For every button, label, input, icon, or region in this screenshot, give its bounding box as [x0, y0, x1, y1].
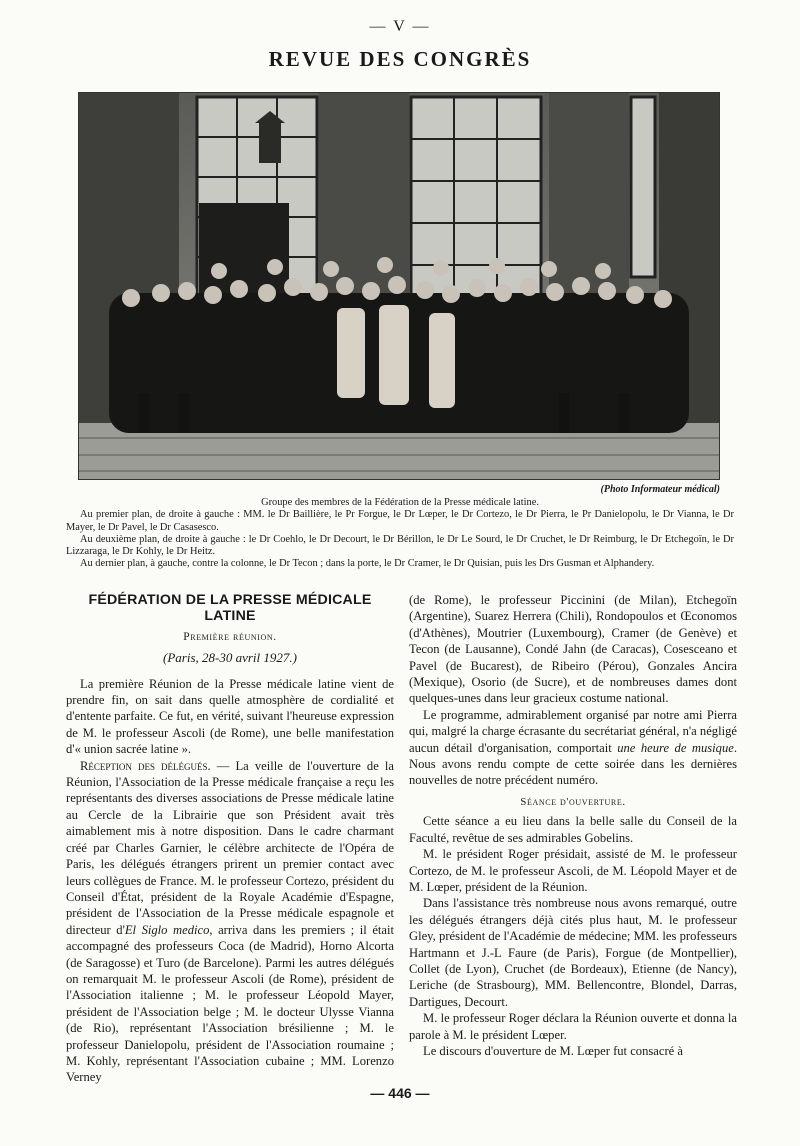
caption-title: Groupe des membres de la Fédération de la Presse médicale latine. [261, 497, 539, 508]
article-dateline: (Paris, 28-30 avril 1927.) [163, 650, 297, 666]
paragraph: Le discours d'ouverture de M. Lœper fut consacré à [423, 1043, 683, 1058]
photo-illustration [79, 93, 720, 480]
paragraph: M. le président Roger présidait, assisté de M. le professeur Cortezo, de M. le professeur Ascoli, de M. Léopold Mayer et de M. Lœper, président de la Réunion. [409, 847, 737, 894]
paragraph: Cette séance a eu lieu dans la belle salle du Conseil de la Faculté, revêtue de ses admirables Gobelins. [409, 814, 737, 845]
photo-credit: (Photo Informateur médical) [600, 484, 720, 495]
paragraph: La première Réunion de la Presse médicale latine vient de prendre fin, on sait dans quelle atmosphère de cordialité et d'entente parfaite. Ce fut, en vérité, suivant l'heureuse expression de M. le professeur Ascoli (de Rome), une belle manifestation d'« union sacrée latine ». [66, 676, 394, 757]
section-subheading: Séance d'ouverture. [520, 795, 626, 808]
paragraph-text: . Nous avons rendu compte de cette soirée dans les dernières nouvelles de notre précédent numéro. [409, 740, 738, 788]
page-number: — 446 — [370, 1085, 430, 1101]
paragraph: M. le professeur Roger déclara la Réunion ouverte et donna la parole à M. le président Lœper. [409, 1011, 737, 1042]
caption-line: Au dernier plan, à gauche, contre la colonne, le Dr Tecon ; dans la porte, le Dr Cramer, le Dr Quisian, puis les Drs Gusman et Alphandery. [80, 558, 655, 570]
paragraph [409, 707, 737, 789]
italic-phrase: une heure de musique [617, 740, 734, 755]
run-in-heading: Réception des délégués. [80, 758, 211, 773]
paragraph-text: , arriva dans les premiers ; il était accompagné des professeurs Coca (de Madrid), Horno Alcorta (de Saragosse) et Turo (de Barcelone). Parmi les autres délégués on remarquait M. le professeur Ascoli (de Rome), président de l'Association italienne ; M. le professeur Léopold Mayer, président de l'Association belge ; M. le docteur Ulysse Vianna (de Rio), représentant l'Association brésilienne ; M. le professeur Danielopolu, président de l'Association roumaine ; M. Kohly, représentant l'Association cubaine ; MM. Lorenzo Verney [66, 922, 394, 1085]
masthead-title: REVUE DES CONGRÈS [268, 47, 532, 71]
paragraph [66, 758, 394, 1086]
paragraph: Dans l'assistance très nombreuse nous avons remarqué, outre les délégués étrangers déjà cités plus haut, M. le professeur Gley, président de l'Académie de médecine; MM. les professeurs Hartmann et J.-L Faure (de Paris), Forgue (de Montpellier), Collet (de Lyon), Cruchet (de Bordeaux), Etienne (de Nancy), Leriche (de Strasbourg), MM. Bellencontre, Blondel, Darras, Dartigues, Decourt. [409, 896, 737, 1009]
article-title: FÉDÉRATION DE LA PRESSE MÉDICALE LATINE [88, 592, 372, 625]
article-column-left [66, 592, 394, 1086]
caption-line: Au premier plan, de droite à gauche : MM. le Dr Baillière, le Pr Forgue, le Dr Lœper, le Dr Cortezo, le Dr Pierra, le Pr Danielopolu, le Dr Vianna, le Dr Mayer, le Dr Pavel, le Dr Casasesco. [66, 509, 734, 533]
paragraph: (de Rome), le professeur Piccinini (de Milan), Etchegoïn (Argentine), Suarez Herrera (Chili), Rondopoulos et Œconomos (d'Athènes), Moutrier (Luxembourg), Cramer (de Genève) et Tecon (de Lausanne), Condé Jahn (de Caracas), Cosesceano et Pavel (de Bucarest), de Ribeiro (Pérou), Gonzales Ancira (Mexique), Osorio (de Sucre), et de nombreuses dames dont quelques-unes dans leur gracieux costume national. [409, 593, 737, 706]
paragraph-text: Le programme, admirablement organisé par notre ami Pierra qui, malgré la charge écrasante du secrétariat général, n'a négligé aucun détail d'organisation, comportait [409, 707, 737, 755]
article-subtitle: Première réunion. [183, 630, 277, 643]
journal-title: El Siglo medico [124, 922, 210, 937]
paragraph-text: — La veille de l'ouverture de la Réunion, l'Association de la Presse médicale française a reçu les représentants des diverses associations de Presse médicale latine au Cercle de la Librairie que son Président avait très aimablement mis à notre disposition. Dans le cadre charmant créé par Charles Garnier, le célèbre architecte de l'Opéra de Paris, les délégués étrangers prirent un premier contact avec leurs collègues de France. M. le professeur Cortezo, président du Conseil d'État, président de la Royale Académie d'Espagne, président de l'Association de la Presse médicale espagnole et directeur d' [66, 758, 394, 937]
page-folio-roman: — V — [369, 18, 431, 35]
article-column-right [409, 592, 737, 1059]
group-photograph [78, 92, 720, 480]
caption-line: Au deuxième plan, de droite à gauche : le Dr Coehlo, le Dr Decourt, le Dr Bérillon, le Dr Le Sourd, le Dr Cruchet, le Dr Reimburg, le Dr Etchegoïn, le Dr Lizzaraga, le Dr Kohly, le Dr Heitz. [66, 533, 734, 558]
photo-caption [66, 497, 734, 571]
